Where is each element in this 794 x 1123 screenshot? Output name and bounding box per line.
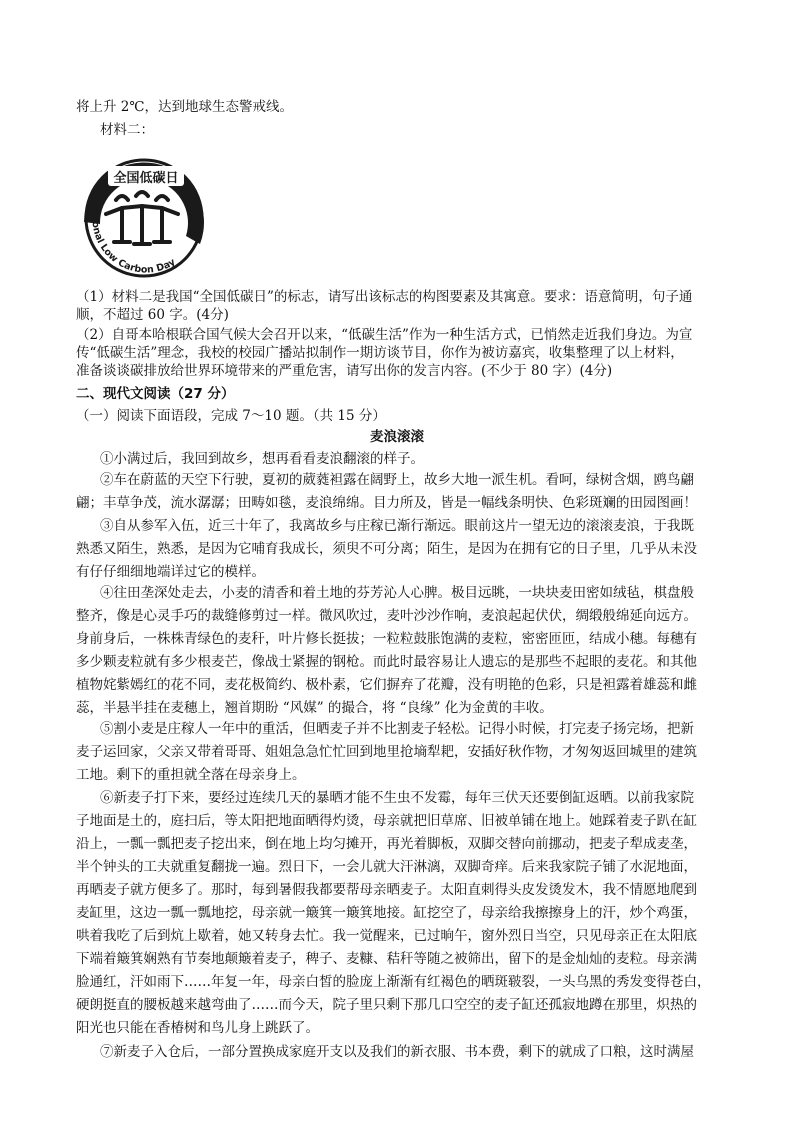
paragraph-5-line-1: ⑤割小麦是庄稼人一年中的重活，但晒麦子并不比割麦子轻松。记得小时候，打完麦子扬完场，把新: [100, 721, 694, 737]
paragraph-4-line-2: 整齐，像是心灵手巧的裁缝修剪过一样。微风吹过，麦叶沙沙作响，麦浪起起伏伏，绸缎般绵延向远方。: [76, 608, 697, 624]
paragraph-3-line-2: 熟悉又陌生，熟悉，是因为它哺育我成长，须臾不可分离；陌生，是因为在拥有它的日子里，几乎从未没: [76, 541, 697, 557]
paragraph-4-line-4: 多少颗麦粒就有多少根麦芒，像战士紧握的钢枪。而此时最容易让人遗忘的是那些不起眼的麦花。和其他: [76, 654, 697, 670]
paragraph-3-line-3: 有仔仔细细地端详过它的模样。: [76, 564, 265, 580]
paragraph-7-line-1: ⑦新麦子入仓后，一部分置换成家庭开支以及我们的新衣服、书本费，剩下的就成了口粮，这时满屋: [100, 1044, 694, 1060]
material1-ending: 将上升 2℃，达到地球生态警戒线。: [76, 99, 293, 115]
paragraph-6-line-9: 脸通红，汗如雨下……年复一年，母亲白皙的脸庞上渐渐有红褐色的晒斑皲裂，一头乌黑的秀发变得苍白，: [76, 974, 711, 990]
paragraph-4-line-5: 植物姹紫嫣红的花不同，麦花极简约、极朴素，它们摒弃了花瓣，没有明艳的色彩，只是袒露着雄蕊和雌: [76, 677, 697, 693]
paragraph-6-line-6: 麦缸里，这边一瓢一瓢地挖，母亲就一簸箕一簸箕地接。缸挖空了，母亲给我擦擦身上的汗，炒个鸡蛋，: [76, 905, 697, 921]
paragraph-6-line-3: 沿上，一瓢一瓢把麦子挖出来，倒在地上均匀摊开，再光着脚板，双脚交替向前挪动，把麦子犁成麦垄，: [76, 836, 697, 852]
paragraph-4-line-3: 身前身后，一株株青绿色的麦秆，叶片修长挺拔；一粒粒鼓胀饱满的麦粒，密密匝匝，结成小穗。每穗有: [76, 631, 697, 647]
question-2-line-2: 传“低碳生活”理念，我校的校园广播站拟制作一期访谈节目，你作为被访嘉宾，收集整理了以上材料，: [76, 345, 684, 361]
paragraph-5-line-3: 工地。剩下的重担就全落在母亲身上。: [76, 767, 306, 783]
paragraph-2-line-1: ②车在蔚蓝的天空下行驶，夏初的葳蕤袒露在阔野上，故乡大地一派生机。看呵，绿树含烟，鸥鸟翩: [100, 472, 694, 488]
paragraph-5-line-2: 麦子运回家，父亲又带着哥哥、姐姐急急忙忙回到地里抢墒犁耙，安插好秋作物，才匆匆返回城里的建筑: [76, 744, 697, 760]
paragraph-6-line-1: ⑥新麦子打下来，要经过连续几天的暴晒才能不生虫不发霉，每年三伏天还要倒缸返晒。以前我家院: [100, 790, 694, 806]
paragraph-3-line-1: ③自从参军入伍，近三十年了，我离故乡与庄稼已渐行渐远。眼前这片一望无边的滚滚麦浪，于我既: [100, 518, 694, 534]
section-2-heading: 二、现代文阅读（27 分）: [76, 386, 235, 402]
logo-top-text: 全国低碳日: [113, 171, 179, 186]
material2-label: 材料二：: [100, 122, 154, 138]
logo-ring-text: National Low Carbon Day: [89, 199, 178, 276]
paragraph-6-line-7: 哄着我吃了后到炕上歇着，她又转身去忙。我一觉醒来，已过晌午，窗外烈日当空，只见母亲正在太阳底: [76, 928, 697, 944]
paragraph-6-line-4: 半个钟头的工夫就重复翻拢一遍。烈日下，一会儿就大汗淋漓，双脚奇痒。后来我家院子铺了水泥地面，: [76, 859, 697, 875]
paragraph-2-line-2: 翩；丰草争茂，流水潺潺；田畴如毯，麦浪绵绵。目力所及，皆是一幅线条明快、色彩斑斓的田园图画！: [76, 495, 697, 511]
paragraph-6-line-8: 下端着簸箕娴熟有节奏地颠簸着麦子，稗子、麦糠、秸秆等随之被筛出，留下的是金灿灿的麦粒。母亲满: [76, 951, 697, 967]
question-2-line-1: （2）自哥本哈根联合国气候大会召开以来，“低碳生活”作为一种生活方式，已悄然走近我们身边。为宣: [76, 327, 693, 343]
question-1-line-1: （1）材料二是我国“全国低碳日”的标志，请写出该标志的构图要素及其寓意。要求：语意简明，句子通: [76, 289, 693, 305]
article-title: 麦浪滚滚: [370, 429, 424, 445]
paragraph-4-line-1: ④往田垄深处走去，小麦的清香和着土地的芬芳沁人心脾。极目远眺，一块块麦田密如绒毡，棋盘般: [100, 585, 694, 601]
low-carbon-day-logo-icon: [74, 146, 214, 286]
paragraph-6-line-5: 再晒麦子就方便多了。那时，每到暑假我都要帮母亲晒麦子。太阳直刺得头皮发烫发木，我不情愿地爬到: [76, 882, 697, 898]
question-2-line-3: 准备谈谈碳排放给世界环境带来的严重危害，请写出你的发言内容。(不少于 80 字）(4分): [76, 363, 613, 379]
subsection-1-heading: （一）阅读下面语段，完成 7～10 题。（共 15 分）: [76, 408, 386, 424]
paragraph-1: ①小满过后，我回到故乡，想再看看麦浪翻滚的样子。: [100, 451, 424, 467]
paragraph-6-line-2: 子地面是土的，庭扫后，等太阳把地面晒得灼烫，母亲就把旧草席、旧被单铺在地上。她踩着麦子趴在缸: [76, 813, 697, 829]
paragraph-6-line-11: 阳光也只能在香椿树和鸟儿身上跳跃了。: [76, 1020, 319, 1036]
paragraph-6-line-10: 硬朗挺直的腰板越来越弯曲了……而今天，院子里只剩下那几口空空的麦子缸还孤寂地蹲在那里，炽热的: [76, 997, 697, 1013]
question-1-line-2: 顺，不超过 60 字。(4分): [76, 307, 229, 323]
paragraph-4-line-6: 蕊，半悬半挂在麦穗上，翘首期盼 “风媒” 的撮合，将 “良缘” 化为金黄的丰收。: [76, 700, 553, 716]
